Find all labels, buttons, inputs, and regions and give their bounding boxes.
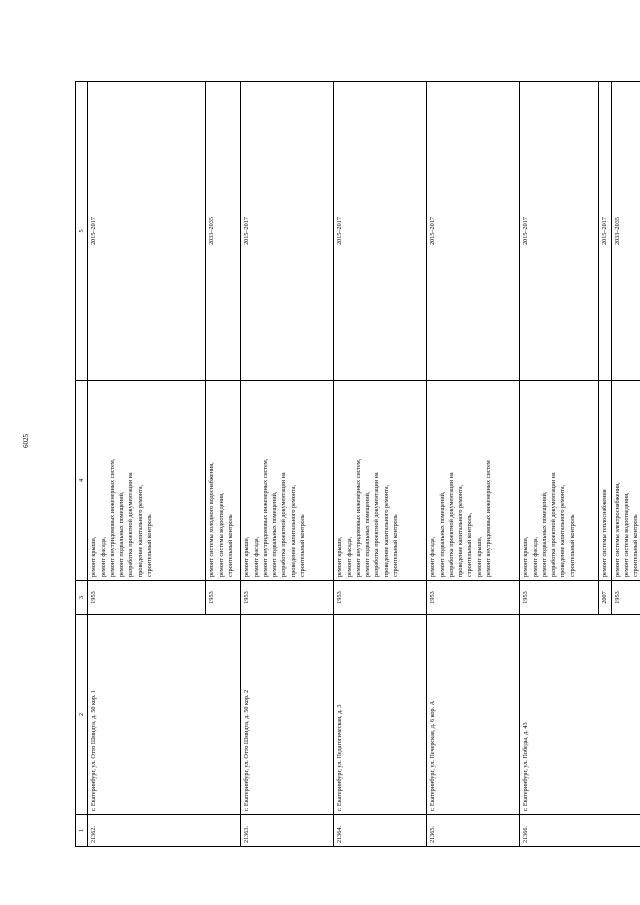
work-item: ремонт крыши, — [90, 536, 98, 577]
work-item: ремонт внутридомовых инженерных систем — [485, 460, 493, 577]
work-item: разработка проектной документации на — [550, 472, 558, 577]
period-cell: 2033–2035 — [206, 82, 241, 381]
row-number: 21366. — [520, 815, 640, 847]
work-item: ремонт подвальных помещений, — [118, 491, 126, 577]
period-cell: 2015–2017 — [427, 82, 520, 381]
header-cell-1: 1 — [76, 815, 88, 847]
work-item: проведение капитального ремонта, — [289, 484, 297, 577]
rotated-table-container — [75, 81, 640, 847]
table-body — [88, 82, 640, 847]
work-item: ремонт подвальных помещений, — [438, 491, 446, 577]
work-item: ремонт фасада, — [99, 536, 107, 577]
address-cell: г. Екатеринбург, ул. Победы, д. 43 — [520, 615, 640, 815]
work-item: ремонт подвальных помещений, — [364, 491, 372, 577]
work-item: ремонт подвальных помещений, — [271, 491, 279, 577]
work-item: разработка проектной документации на — [127, 472, 135, 577]
works-cell — [611, 381, 640, 581]
work-item: ремонт внутридомовых инженерных систем, — [108, 458, 116, 577]
table-row — [241, 82, 334, 847]
work-item: ремонт системы водоотведения, — [217, 492, 225, 577]
page-number: 6025 — [22, 434, 30, 448]
work-item: ремонт системы теплоснабжения — [601, 489, 609, 577]
row-number: 21364. — [334, 815, 427, 847]
table-row — [334, 82, 427, 847]
row-number: 21362. — [88, 815, 241, 847]
address-cell: г. Екатеринбург, ул. Отто Шмидта, д. 50 кор. 1 — [88, 615, 241, 815]
work-item: строительный контроль — [392, 514, 400, 577]
work-item: ремонт внутридомовых инженерных систем, — [261, 458, 269, 577]
address-cell: г. Екатеринбург, ул. Отто Шмидта, д. 50 кор. 2 — [241, 615, 334, 815]
header-cell-4: 4 — [76, 381, 88, 581]
year-cell: 1953 — [427, 581, 520, 615]
address-cell: г. Екатеринбург, ул. Печерская, д. 6 кор. А — [427, 615, 520, 815]
work-item: строительный контроль — [632, 514, 640, 577]
period-cell: 2015–2017 — [241, 82, 334, 381]
year-cell: 1953 — [520, 581, 599, 615]
period-cell: 2015–2017 — [520, 82, 599, 381]
works-cell — [427, 381, 520, 581]
work-item: ремонт крыши, — [475, 536, 483, 577]
work-item: ремонт крыши, — [522, 536, 530, 577]
repair-schedule-table — [75, 81, 640, 847]
works-cell — [206, 381, 241, 581]
work-item: проведение капитального ремонта, — [382, 484, 390, 577]
address-cell: г. Екатеринбург, ул. Педагогическая, д. 3 — [334, 615, 427, 815]
work-item: ремонт фасада, — [345, 536, 353, 577]
year-cell: 1953 — [611, 581, 640, 615]
work-item: строительный контроль — [299, 514, 307, 577]
work-item: ремонт системы холодного водоснабжения, — [208, 462, 216, 577]
work-item: ремонт системы электроснабжения, — [613, 482, 621, 577]
work-item: строительный контроль — [146, 514, 154, 577]
table-row — [520, 82, 599, 847]
table-row — [88, 82, 206, 847]
work-item: проведение капитального ремонта, — [136, 484, 144, 577]
work-item: ремонт крыши, — [336, 536, 344, 577]
work-item: строительный контроль — [568, 514, 576, 577]
row-number: 21363. — [241, 815, 334, 847]
works-cell — [88, 381, 206, 581]
work-item: ремонт системы водоотведения, — [622, 492, 630, 577]
work-item: проведение капитального ремонта, — [559, 484, 567, 577]
work-item: ремонт подвальных помещений, — [540, 491, 548, 577]
work-item: разработка проектной документации на — [280, 472, 288, 577]
works-cell — [241, 381, 334, 581]
period-cell: 2015–2017 — [334, 82, 427, 381]
works-cell — [520, 381, 599, 581]
year-cell: 2007 — [599, 581, 611, 615]
period-cell: 2033–2035 — [611, 82, 640, 381]
header-row — [76, 82, 88, 847]
works-cell — [599, 381, 611, 581]
work-item: ремонт крыши, — [243, 536, 251, 577]
work-item: проведение капитального ремонта, — [457, 484, 465, 577]
year-cell: 1953 — [241, 581, 334, 615]
year-cell: 1953 — [334, 581, 427, 615]
header-cell-5: 5 — [76, 82, 88, 381]
work-item: ремонт фасада, — [429, 536, 437, 577]
year-cell: 1953 — [88, 581, 206, 615]
work-item: ремонт фасада, — [531, 536, 539, 577]
work-item: строительный контроль, — [466, 512, 474, 577]
period-cell: 2015–2017 — [88, 82, 206, 381]
period-cell: 2015–2017 — [599, 82, 611, 381]
row-number: 21365. — [427, 815, 520, 847]
header-cell-3: 3 — [76, 581, 88, 615]
work-item: ремонт внутридомовых инженерных систем, — [354, 458, 362, 577]
header-cell-2: 2 — [76, 615, 88, 815]
work-item: разработка проектной документации на — [373, 472, 381, 577]
work-item: разработка проектной документации на — [447, 472, 455, 577]
works-cell — [334, 381, 427, 581]
year-cell: 1953 — [206, 581, 241, 615]
table-row — [427, 82, 520, 847]
work-item: строительный контроль — [226, 514, 234, 577]
work-item: ремонт фасада, — [252, 536, 260, 577]
